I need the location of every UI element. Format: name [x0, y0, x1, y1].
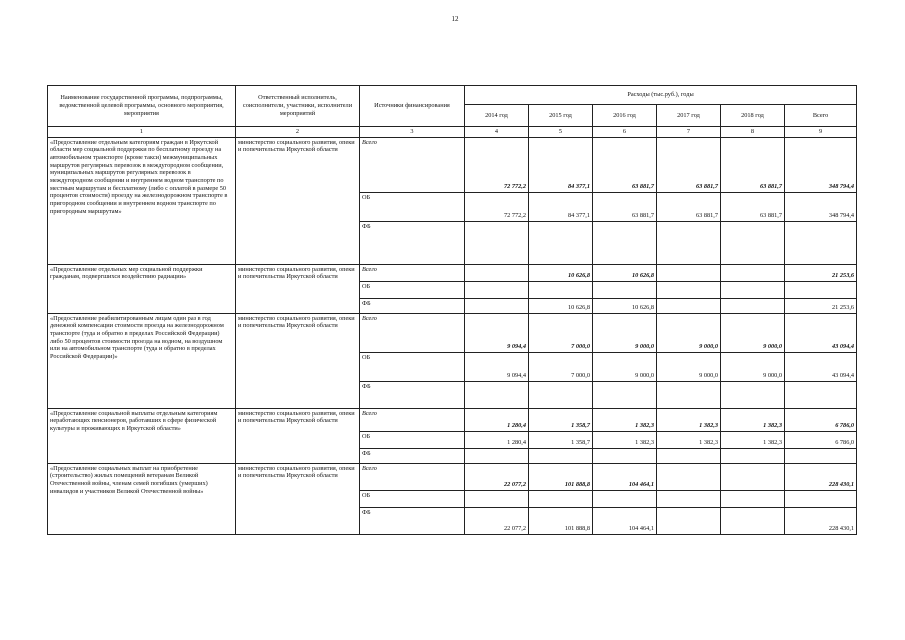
header-responsible: Ответственный исполнитель, соисполнители, участники, исполнители мероприятий — [236, 86, 360, 127]
year-value — [721, 490, 785, 507]
year-value — [529, 490, 593, 507]
total-value: 43 094,4 — [785, 352, 857, 381]
column-number: 6 — [593, 127, 657, 138]
measure-name: «Предоставление реабилитированным лицам один раз в год денежной компенсации стоимости проезда на железнодорожном транспорте (туда и обратно в пределах Российской Федерации) либо 50 процентов стоимости проезда на водном, на воздушном или на автомобильном транспорте (туда и обратно в пределах Российской Федерации)» — [48, 313, 236, 408]
expenses-table — [47, 85, 857, 535]
column-number: 9 — [785, 127, 857, 138]
year-value — [657, 281, 721, 298]
year-value — [721, 281, 785, 298]
funding-source: ФБ — [360, 507, 465, 534]
year-value: 63 881,7 — [593, 192, 657, 221]
year-value: 63 881,7 — [721, 192, 785, 221]
year-value: 63 881,7 — [721, 137, 785, 192]
funding-source: ОБ — [360, 281, 465, 298]
year-value — [529, 381, 593, 408]
total-value: 348 794,4 — [785, 192, 857, 221]
page-number: 12 — [451, 15, 459, 23]
year-value: 1 382,3 — [657, 431, 721, 448]
year-value — [465, 381, 529, 408]
year-value — [465, 264, 529, 281]
year-value: 22 077,2 — [465, 463, 529, 490]
year-value: 1 382,3 — [721, 431, 785, 448]
funding-source: Всего — [360, 264, 465, 281]
table-row — [48, 137, 857, 192]
total-value — [785, 281, 857, 298]
total-value: 228 430,1 — [785, 507, 857, 534]
year-value — [657, 221, 721, 264]
year-value: 9 000,0 — [657, 313, 721, 352]
funding-source: ОБ — [360, 352, 465, 381]
funding-source: ОБ — [360, 431, 465, 448]
measure-name: «Предоставление отдельных мер социальной поддержки гражданам, подвергшихся воздействию радиации» — [48, 264, 236, 313]
funding-source: Всего — [360, 313, 465, 352]
year-value: 7 000,0 — [529, 352, 593, 381]
total-value: 43 094,4 — [785, 313, 857, 352]
responsible-executor: министерство социального развития, опеки и попечительства Иркутской области — [236, 408, 360, 463]
measure-name: «Предоставление социальной выплаты отдельным категориям неработающих пенсионеров, работавших в сфере физической культуры и проживающих в Иркутской области» — [48, 408, 236, 463]
responsible-executor: министерство социального развития, опеки и попечительства Иркутской области — [236, 264, 360, 313]
responsible-executor: министерство социального развития, опеки и попечительства Иркутской области — [236, 137, 360, 264]
year-value: 1 382,3 — [721, 408, 785, 431]
year-value: 63 881,7 — [593, 137, 657, 192]
year-value — [465, 281, 529, 298]
header-year: 2015 год — [529, 105, 593, 127]
year-value — [657, 381, 721, 408]
year-value: 9 094,4 — [465, 313, 529, 352]
year-value — [721, 507, 785, 534]
header-year: 2017 год — [657, 105, 721, 127]
header-expenses: Расходы (тыс.руб.), годы — [465, 86, 857, 105]
year-value — [657, 490, 721, 507]
header-year: 2014 год — [465, 105, 529, 127]
measure-name: «Предоставление социальных выплат на приобретение (строительство) жилых помещений ветеранам Великой Отечественной войны, членам семей погибших (умерших) инвалидов и участников Великой Отечественной войны» — [48, 463, 236, 534]
year-value — [721, 221, 785, 264]
year-value: 63 881,7 — [657, 137, 721, 192]
year-value: 9 000,0 — [721, 313, 785, 352]
column-number: 2 — [236, 127, 360, 138]
header-name: Наименование государственной программы, подпрограммы, ведомственной целевой программы, основного мероприятия, мероприятия — [48, 86, 236, 127]
column-number: 8 — [721, 127, 785, 138]
funding-source: ФБ — [360, 221, 465, 264]
year-value: 10 626,8 — [529, 298, 593, 313]
year-value: 10 626,8 — [529, 264, 593, 281]
total-value — [785, 490, 857, 507]
year-value — [657, 298, 721, 313]
year-value — [529, 221, 593, 264]
measure-name: «Предоставление отдельным категориям граждан в Иркутской области мер социальной поддержки по бесплатному проезду на автомобильном транспорте (кроме такси) межмуниципальных маршрутов регулярных перевозок в междугородном сообщении, муниципальных маршрутов регулярных перевозок в междугородном сообщении и внутреннем водном транспорте по местным маршрутам и бесплатному (либо с оплатой в размере 50 процентов стоимости) проезду на железнодорожном транспорте в пригородном сообщении и внутреннем водном транспорте по пригородным маршрутам» — [48, 137, 236, 264]
total-value: 6 786,0 — [785, 431, 857, 448]
header-total: Всего — [785, 105, 857, 127]
year-value: 1 382,3 — [593, 431, 657, 448]
responsible-executor: министерство социального развития, опеки и попечительства Иркутской области — [236, 463, 360, 534]
year-value: 72 772,2 — [465, 137, 529, 192]
year-value: 101 888,8 — [529, 463, 593, 490]
year-value: 1 280,4 — [465, 408, 529, 431]
year-value — [593, 490, 657, 507]
responsible-executor: министерство социального развития, опеки и попечительства Иркутской области — [236, 313, 360, 408]
year-value: 104 464,1 — [593, 463, 657, 490]
year-value — [657, 448, 721, 463]
year-value — [465, 448, 529, 463]
total-value: 6 786,0 — [785, 408, 857, 431]
funding-source: ОБ — [360, 490, 465, 507]
funding-source: ФБ — [360, 448, 465, 463]
year-value: 84 377,1 — [529, 137, 593, 192]
header-source: Источники финансирования — [360, 86, 465, 127]
year-value — [593, 281, 657, 298]
year-value — [465, 221, 529, 264]
year-value: 9 000,0 — [593, 352, 657, 381]
year-value — [657, 463, 721, 490]
total-value: 21 253,6 — [785, 298, 857, 313]
funding-source: Всего — [360, 137, 465, 192]
year-value — [657, 507, 721, 534]
year-value: 9 094,4 — [465, 352, 529, 381]
table-row — [48, 313, 857, 352]
year-value: 9 000,0 — [721, 352, 785, 381]
year-value — [721, 298, 785, 313]
year-value: 1 382,3 — [593, 408, 657, 431]
year-value: 72 772,2 — [465, 192, 529, 221]
year-value — [529, 448, 593, 463]
header-year: 2016 год — [593, 105, 657, 127]
funding-source: ФБ — [360, 381, 465, 408]
year-value — [721, 463, 785, 490]
column-number: 7 — [657, 127, 721, 138]
year-value — [465, 298, 529, 313]
year-value: 1 358,7 — [529, 408, 593, 431]
funding-source: ФБ — [360, 298, 465, 313]
year-value: 1 280,4 — [465, 431, 529, 448]
column-number: 3 — [360, 127, 465, 138]
header-row-1 — [48, 86, 857, 105]
funding-source: Всего — [360, 408, 465, 431]
header-year: 2018 год — [721, 105, 785, 127]
year-value: 1 358,7 — [529, 431, 593, 448]
year-value — [593, 381, 657, 408]
year-value — [721, 381, 785, 408]
year-value — [593, 221, 657, 264]
year-value: 10 626,8 — [593, 298, 657, 313]
total-value: 348 794,4 — [785, 137, 857, 192]
funding-source: ОБ — [360, 192, 465, 221]
total-value — [785, 381, 857, 408]
year-value: 84 377,1 — [529, 192, 593, 221]
column-number: 5 — [529, 127, 593, 138]
year-value: 104 464,1 — [593, 507, 657, 534]
year-value: 9 000,0 — [657, 352, 721, 381]
total-value: 228 430,1 — [785, 463, 857, 490]
year-value — [657, 264, 721, 281]
year-value — [721, 264, 785, 281]
funding-source: Всего — [360, 463, 465, 490]
year-value — [465, 490, 529, 507]
year-value: 1 382,3 — [657, 408, 721, 431]
year-value: 101 888,8 — [529, 507, 593, 534]
table-row — [48, 408, 857, 431]
column-number: 4 — [465, 127, 529, 138]
total-value — [785, 221, 857, 264]
year-value: 63 881,7 — [657, 192, 721, 221]
year-value: 22 077,2 — [465, 507, 529, 534]
year-value: 10 626,8 — [593, 264, 657, 281]
column-number: 1 — [48, 127, 236, 138]
year-value — [593, 448, 657, 463]
total-value — [785, 448, 857, 463]
year-value: 9 000,0 — [593, 313, 657, 352]
total-value: 21 253,6 — [785, 264, 857, 281]
year-value — [721, 448, 785, 463]
column-numbers-row — [48, 127, 857, 138]
table-row — [48, 463, 857, 490]
year-value — [529, 281, 593, 298]
table-row — [48, 264, 857, 281]
year-value: 7 000,0 — [529, 313, 593, 352]
